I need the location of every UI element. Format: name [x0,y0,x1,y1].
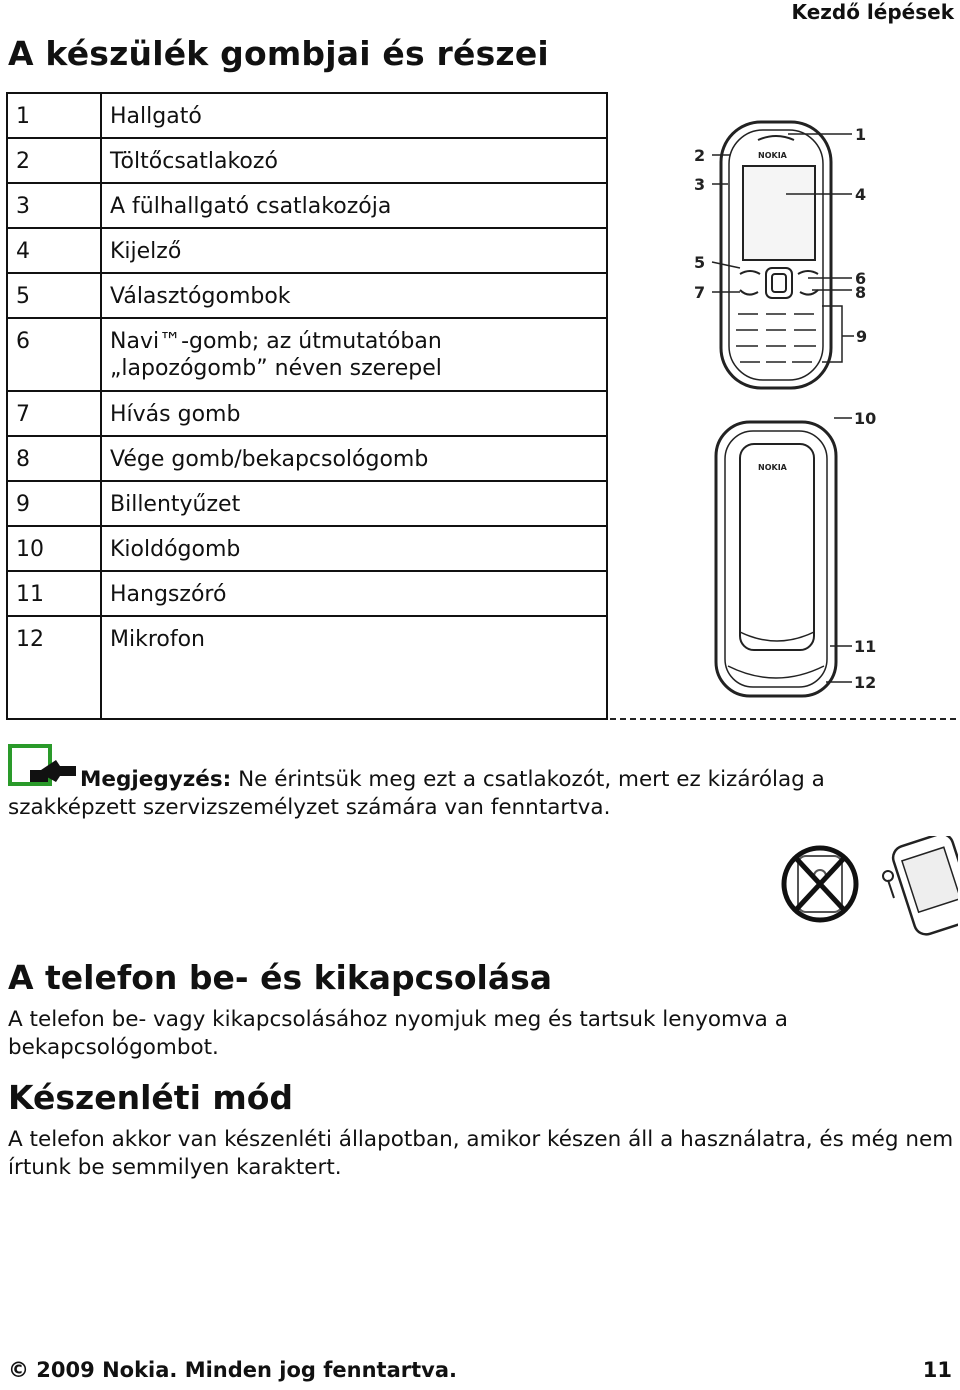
note-label: Megjegyzés: [80,767,232,792]
part-number: 11 [7,571,101,616]
connector-warning-illustration [778,836,958,944]
part-label: Hallgató [101,93,607,138]
part-label: Mikrofon [101,616,607,719]
page-number: 11 [922,1358,952,1382]
table-row [7,526,607,571]
footer-copyright: © 2009 Nokia. Minden jog fenntartva. [8,1358,457,1382]
part-number: 4 [7,228,101,273]
part-number: 10 [7,526,101,571]
section-text-standby: A telefon akkor van készenléti állapotban, amikor készen áll a használatra, és még nem írtunk be semmilyen karaktert. [8,1127,954,1180]
note-text: Ne érintsük meg ezt a csatlakozót, mert ez kizárólag a szakképzett szervizszemélyzet számára van fenntartva. [8,767,825,820]
parts-table [6,92,608,720]
callout-11: 11 [854,637,877,656]
table-row [7,93,607,138]
callout-6: 6 [855,269,867,288]
callout-1: 1 [855,125,867,144]
part-number: 9 [7,481,101,526]
phone-front-illustration [721,122,831,388]
table-row [7,183,607,228]
part-number: 12 [7,616,101,719]
table-row [7,318,607,391]
part-number: 3 [7,183,101,228]
callout-4: 4 [855,185,867,204]
section-title-standby: Készenléti mód [8,1078,294,1117]
part-number: 7 [7,391,101,436]
part-label: Töltőcsatlakozó [101,138,607,183]
part-label: Billentyűzet [101,481,607,526]
part-label: Választógombok [101,273,607,318]
part-number: 8 [7,436,101,481]
part-label: Hívás gomb [101,391,607,436]
part-number: 1 [7,93,101,138]
callout-12: 12 [854,673,877,692]
callout-3: 3 [694,175,706,194]
part-number: 6 [7,318,101,391]
part-number: 5 [7,273,101,318]
callout-9: 9 [856,327,868,346]
table-row [7,138,607,183]
part-label: A fülhallgató csatlakozója [101,183,607,228]
phone-brand: NOKIA [758,151,787,160]
callout-7: 7 [694,283,706,302]
callout-2: 2 [694,146,706,165]
section-text-power: A telefon be- vagy kikapcsolásához nyomjuk meg és tartsuk lenyomva a bekapcsológombot. [8,1007,788,1060]
section-header: Kezdő lépések [791,0,954,24]
page-title: A készülék gombjai és részei [8,34,549,73]
phone-diagram [608,92,958,720]
part-label: Vége gomb/bekapcsológomb [101,436,607,481]
part-label: Hangszóró [101,571,607,616]
part-label: Kijelző [101,228,607,273]
table-row [7,481,607,526]
callout-5: 5 [694,253,706,272]
section-title-power: A telefon be- és kikapcsolása [8,958,553,997]
table-row [7,616,607,719]
part-number: 2 [7,138,101,183]
phone-back-brand: NOKIA [758,463,787,472]
page-footer [8,1358,952,1382]
part-label: Kioldógomb [101,526,607,571]
part-label: Navi™-gomb; az útmutatóban „lapozógomb” néven szerepel [101,318,607,391]
table-row [7,391,607,436]
table-row [7,228,607,273]
table-row [7,571,607,616]
callout-8: 8 [855,283,867,302]
note-paragraph [8,766,958,822]
table-row [7,273,607,318]
callout-10: 10 [854,409,877,428]
table-row [7,436,607,481]
